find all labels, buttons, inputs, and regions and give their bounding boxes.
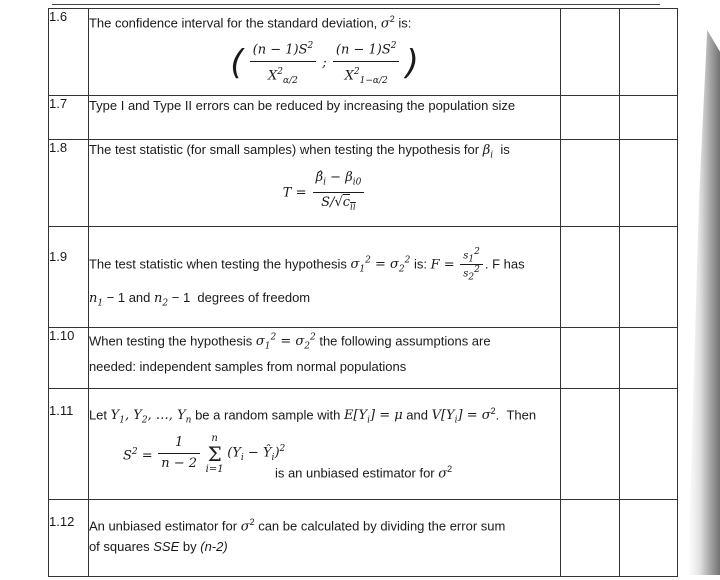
answer-box-false[interactable] <box>619 140 677 227</box>
answer-box-false[interactable] <box>619 227 677 328</box>
table-row <box>49 96 678 140</box>
question-text <box>88 9 560 96</box>
answer-box-true[interactable] <box>561 389 619 500</box>
estimator-caption: is an unbiased estimator for $\sigma^2$ <box>274 463 453 482</box>
statement: Let $Y_1$, $Y_2$, …, $Y_n$ be a random sample with $E[Y_i] = \mu$ and $V[Y_i] = \sigma^2$. Then <box>88 406 537 426</box>
statement-line-2: $n_1 - 1$ and $n_2 - 1$ degrees of freedom <box>88 289 311 309</box>
question-number: 1.10 <box>49 328 89 389</box>
table-row <box>49 389 678 500</box>
answer-box-true[interactable] <box>561 500 619 577</box>
question-number: 1.9 <box>49 227 89 328</box>
statement: When testing the hypothesis $\sigma_1^2 = \sigma_2^2$ the following assumptions are <box>88 333 491 352</box>
answer-box-true[interactable] <box>561 96 619 140</box>
statement: The test statistic (for small samples) when testing the hypothesis for $\beta_i$ is <box>88 142 510 161</box>
answer-box-false[interactable] <box>619 500 677 577</box>
table-row <box>49 140 678 227</box>
ci-formula: ( $\frac{(n - 1)S^2}{X^2_{\alpha/2}}$ ; $\frac{(n - 1)S^2}{X^2_{1-\alpha/2}}$ ) <box>89 36 560 90</box>
answer-box-true[interactable] <box>561 9 619 96</box>
top-rule <box>52 4 660 5</box>
answer-box-true[interactable] <box>561 140 619 227</box>
table-row <box>49 500 678 577</box>
question-text <box>88 328 560 389</box>
question-number: 1.8 <box>49 140 89 227</box>
question-number: 1.11 <box>49 389 89 500</box>
answer-box-true[interactable] <box>561 328 619 389</box>
question-text <box>88 389 560 500</box>
statement: The test statistic when testing the hypothesis $\sigma_1^2 = \sigma_2^2$ is: F = $\frac{s_1^2}{s_2^2}$ . F has <box>88 247 525 283</box>
t-statistic-formula: T = $\frac{\betâ_i - \beta_{i0}}{S/√c_{ii}}$ <box>89 168 560 218</box>
answer-box-false[interactable] <box>619 96 677 140</box>
statement: An unbiased estimator for $\sigma^2$ can be calculated by dividing the error sum <box>88 517 506 535</box>
answer-box-false[interactable] <box>619 9 677 96</box>
statement-line-2: of squares SSE by (n-2) <box>88 539 228 555</box>
question-text <box>88 140 560 227</box>
statement-line-2: needed: independent samples from normal populations <box>88 358 407 374</box>
table-row <box>49 227 678 328</box>
table-row <box>49 328 678 389</box>
question-text <box>88 500 560 577</box>
question-number: 1.12 <box>49 500 89 577</box>
statement: The confidence interval for the standard deviation, $\sigma^2$ is: <box>88 14 412 32</box>
answer-box-true[interactable] <box>561 227 619 328</box>
answer-box-false[interactable] <box>619 389 677 500</box>
page-edge-shadow <box>688 30 720 575</box>
answer-box-false[interactable] <box>619 328 677 389</box>
variance-estimator-formula: $S^2$ = $\frac{1}{n - 2}$ n Σ i=1 ($Y_i$ − $Ŷ_i)^2$ is an unbiased estimator for $\sigma^2$ <box>89 433 560 477</box>
question-text: Type I and Type II errors can be reduced by increasing the population size <box>88 96 560 140</box>
true-false-table <box>48 8 678 577</box>
question-text <box>88 227 560 328</box>
question-number: 1.7 <box>49 96 89 140</box>
table-row <box>49 9 678 96</box>
question-number: 1.6 <box>49 9 89 96</box>
